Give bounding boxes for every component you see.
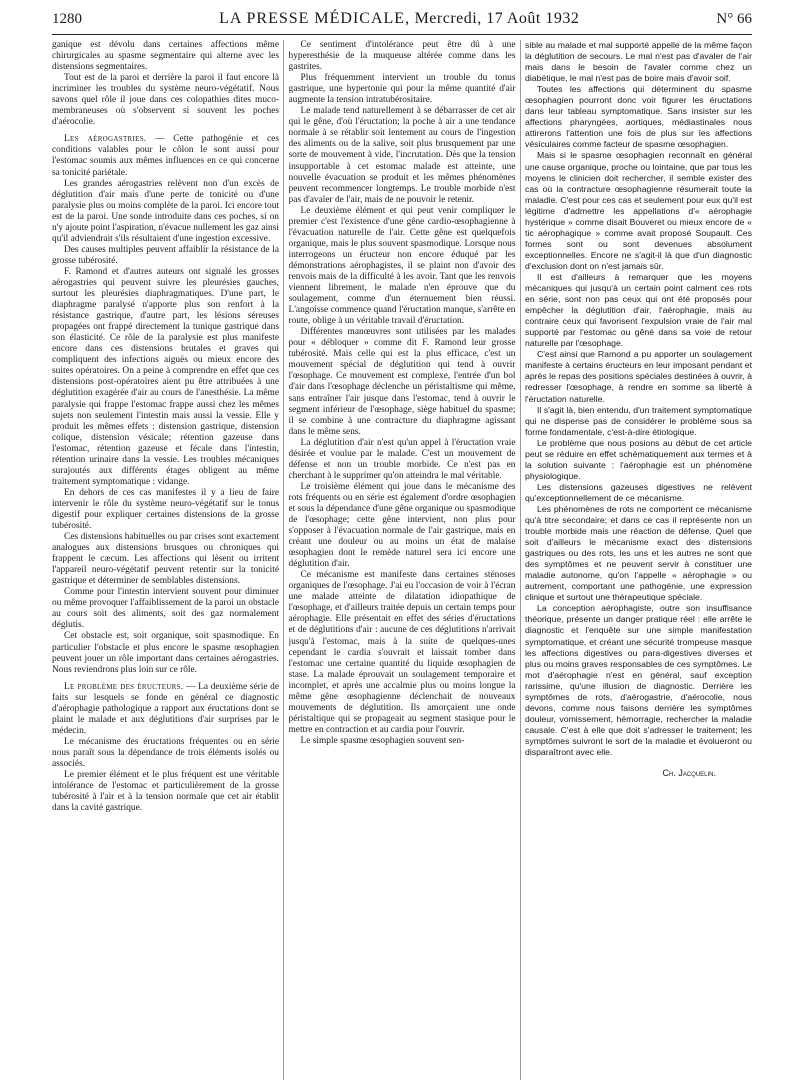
paragraph-text: Comme pour l'intestin intervient souvent pour diminuer ou même provoquer l'affaiblissement de la paroi un obstacle au cours soit des aliments, soit des gaz normalement déglutis. [52,587,279,631]
paragraph [525,405,752,438]
paragraph-text: Ce sentiment d'intolérance peut être dû à une hyperesthésie de la muqueuse altérée comme dans les gastrites. [288,40,516,73]
paragraph [52,532,279,587]
column-1 [52,40,279,1080]
section-heading: Les aérogastries. [64,134,147,145]
column-3 [525,40,752,1080]
paragraph-text: Des causes multiples peuvent affaiblir la résistance de la grosse tubérosité. [52,244,279,266]
header-rule [52,34,752,35]
issue-date: Mercredi, 17 Août 1932 [414,10,580,27]
paragraph [289,482,516,570]
paragraph-text: Cet obstacle est, soit organique, soit spasmodique. En particulier l'obstacle et plus encore le spasme œsophagien peuvent jouer un rôle important dans certaines aérogastries. Nous reviendrons plus loin sur ce rôle. [52,631,279,675]
section-heading: Le problème des éructeurs. [64,681,184,692]
paragraph [289,106,516,205]
paragraph-text: — Cette pathogénie et ces conditions valables pour le côlon le sont aussi pour l'estomac soumis aux mêmes influences en ce qui concerne sa tonicité pariétale. [52,134,279,178]
paragraph-text: Il est d'ailleurs à remarquer que les moyens mécaniques qui jusqu'à un certain point calment ces rots en série, sont non pas ceux qui ont été proposés pour empêcher la déglutition d'air, l'aérophagie, mais au contraire ceux qui favorisent l'expulsion vraie de l'air mal supporté par l'estomac ou gêné dans sa voie de retour naturelle par l'œsophage. [525,271,752,349]
article-body [52,40,752,1080]
paragraph-text: — La deuxième série de faits sur lesquels se fonde en général ce diagnostic d'aérophagie pathologique a rapport aux éructations dont se plaint le malade et aux déglutitions d'air surprises par le médecin. [52,681,279,736]
paragraph-text: Différentes manœuvres sont utilisées par les malades pour « débloquer » comme dit F. Ramond leur grosse tubérosité. Mais celle qui est la plus efficace, c'est un mouvement spécial de déglutition qui tend à ouvrir l'œsophage. Ce mouvement est complexe, l'entrée d'un bol d'air dans l'œsophage déclenche un péristaltisme qui même, sans entraîner l'air jusque dans l'estomac, tend à ouvrir le segment inférieur de l'œsophage, siège habituel du spasme; il se combine à une contracture du diaphragme agissant dans le même sens. [288,327,516,437]
paragraph [52,245,279,267]
paragraph-text: sible au malade et mal supporté appelle de la même façon la déglutition de secours. Le mal n'est pas d'avaler de l'air mais dans le besoin de l'avaler comme chez un diabétique, le mal n'est pas de boire mais d'avoir soif. [525,40,752,84]
paragraph [52,267,279,488]
paragraph [52,737,279,770]
paragraph [525,504,752,603]
paragraph-text: Le deuxième élément et qui peut venir compliquer le premier c'est l'existence d'une gêne cardio-œsophagienne à l'évacuation naturelle de l'air. Cette gêne est quelquefois organique, mais le plus souvent spasmodique. Lorsque nous interrogeons un éructeur non encore éduqué par les démonstrations aérophagistes, il se plaint non d'avoir des renvois mais de la difficulté à les avoir. Tant que les renvois viennent librement, le malade n'en éprouve que du soulagement, comme d'un éternuement bien réussi. L'angoisse commence quand l'éructation manque, s'arrête en route, oblige à un véritable travail d'éructation. [288,205,516,327]
paragraph-text: Le problème que nous posions au début de cet article peut se réduire en effet schématiquement aux termes et à la solution suivante : l'aérophagie est un phénomène physiologique. [525,437,752,481]
paragraph [289,438,516,482]
paragraph [289,736,516,747]
paragraph-text: Le mécanisme des éructations fréquentes ou en série nous paraît sous la dépendance de trois éléments isolés ou associés. [52,736,279,769]
paragraph-text: Les distensions gazeuses digestives ne relèvent qu'exceptionnellement de ce mécanisme. [525,481,752,503]
column-2 [289,40,516,1080]
paragraph [525,438,752,482]
paragraph [525,349,752,404]
paragraph-text: Plus fréquemment intervient un trouble du tonus gastrique, une hypertonie qui pour la même quantité d'air augmente la tension intratubérositaire. [288,73,516,106]
paragraph [52,770,279,814]
issue-number: N° 66 [716,11,752,27]
paragraph-text: Il s'agit là, bien entendu, d'un traitement symptomatique qui ne dispense pas de considérer le problème sous sa forme fondamentale, c'est-à-dire étiologique. [525,404,752,437]
column-divider [283,40,284,1080]
paragraph [289,73,516,106]
paragraph [52,631,279,675]
paragraph [525,603,752,758]
paragraph-text: ganique est dévolu dans certaines affections même chirurgicales au spasme segmentaire qui alterne avec les distensions segmentaires. [52,40,279,73]
paragraph [52,488,279,532]
paragraph [52,73,279,128]
paragraph-text: La déglutition d'air n'est qu'un appel à l'éructation vraie désirée et voulue par le malade. C'est un mouvement de défense et non un trouble morbide. Ce n'est pas en cherchant à le supprimer qu'on atteindra le mal véritable. [288,437,516,481]
journal-name: LA PRESSE MÉDICALE, [219,10,411,27]
paragraph [52,40,279,73]
paragraph-text: Les grandes aérogastries relèvent non d'un excès de déglutition d'air mais d'une perte de tonicité ou d'une paralysie plus ou moins complète de la paroi. Ici encore tout est de la paroi. Une sonde introduite dans ces poches, si on n'y ajoute point l'aspiration, n'évacue nullement les gaz ainsi qu'il adviendrait s'ils résultaient d'une ingestion excessive. [52,178,279,244]
paragraph-text: Le malade tend naturellement à se débarrasser de cet air qui le gêne, d'où l'éructation; la poche à air a une tendance normale à se rétablir soit lentement au cours de l'ingestion des aliments ou de la salive, soit plus brusquement par une sorte de mouvement à vide, l'incrutation. Dès que la tension insupportable à cet estomac malade est atteinte, une nouvelle évacuation se produit et les mêmes phénomènes peuvent recommencer longtemps. Le trouble morbide n'est pas d'avaler de l'air, mais de ne pouvoir le retenir. [288,106,516,205]
author-signature: Ch. Jacquelin. [662,768,716,779]
paragraph-text: Tout est de la paroi et derrière la paroi il faut encore là incriminer les troubles du système neuro-végétatif. Nous savons quel rôle il joue dans ces colopathies dites muco-membraneuses où s'observent si souvent les poches d'aérocolie. [52,73,279,128]
paragraph-text: Le premier élément et le plus fréquent est une véritable intolérance de l'estomac et particulièrement de la grosse tubérosité à l'air et à la tension normale que cet air établit dans la cavité gastrique. [52,770,279,814]
paragraph [525,150,752,272]
paragraph-text: Toutes les affections qui déterminent du spasme œsophagien pourront donc voir figurer les éructations dans leur tableau symptomatique. Sans insister sur les affections pharyngées, aortiques, médiastinales nous attirerons l'attention une fois de plus sur les affections vésiculaires comme facteur de spasme œsophagien. [525,84,752,150]
paragraph [525,272,752,349]
paragraph [289,40,516,73]
journal-title [219,10,579,28]
column-divider [520,40,521,1080]
paragraph [289,570,516,736]
page-header [52,10,752,32]
paragraph-text: En dehors de ces cas manifestes il y a lieu de faire intervenir le rôle du système neuro-végétatif sur le tonus digestif pour expliquer certaines distensions de la grosse tubérosité. [52,487,279,532]
paragraph-text: Ce mécanisme est manifeste dans certaines sténoses organiques de l'œsophage. J'ai eu l'occasion de voir à l'écran une malade atteinte de dilatation idiopathique de l'œsophage, et d'ailleurs traitée depuis un certain temps pour aérophagie. Elle présentait en effet des séries d'éructations et de déglutitions d'air : aucune de ces déglutitions n'arrivait jusqu'à l'estomac, mais à la suite de quelques-unes cependant le cardia s'ouvrait et laissait tomber dans l'estomac une certaine quantité du liquide œsophagien de stase. La malade éprouvait un soulagement temporaire et incomplet, et après une accalmie plus ou moins longue la même gêne œsophagienne déclenchait de nouveaux mouvements de déglutition. Ils amorçaient une onde péristaltique qui se propageait au segment stasique pour le mettre en contraction et au cardia pour l'ouvrir. [288,570,516,735]
paragraph [289,327,516,437]
paragraph [52,134,279,178]
paragraph-text: Ces distensions habituelles ou par crises sont exactement analogues aux distensions brusques ou chroniques qui frappent le cæcum. Les affections qui lèsent ou irritent l'appareil neuro-végétatif peuvent retentir sur la tonicité gastrique et déterminer de semblables distensions. [52,532,279,587]
paragraph [52,587,279,631]
paragraph [289,206,516,328]
paragraph-text: Les phénomènes de rots ne comportent ce mécanisme qu'à titre secondaire; et dans ce cas il représente non un trouble morbide mais une réaction de défense. Quel que soit d'ailleurs le mécanisme exact des distensions gastriques ou des rots, les uns et les autres ne sont que des symptômes et ne peuvent servir à constituer une maladie autonome, qu'on l'appelle « aérophagie » ou autrement, comportant une pathogénie, une expression clinique et surtout une thérapeutique spéciale. [525,503,752,603]
paragraph [525,40,752,84]
page-number: 1280 [52,11,82,27]
paragraph-text: Mais si le spasme œsophagien reconnaît en général une cause organique, proche ou lointaine, que par tous les moyens le clinicien doit rechercher, il semble exister des cas où la contracture œsophagienne résumerait toute la maladie. C'est pour ces cas et seulement pour eux qu'il est légitime d'admettre les appellations d'« aérophagie hystérique » comme disait Bouveret ou mieux encore de « tic aérophagique » comme avait proposé Soupault. Ces formes sont ou sont devenues absolument exceptionnelles. Encore ne s'agit-il là que d'un diagnostic d'exclusion dont on n'est jamais sûr. [525,150,752,271]
paragraph-text: Le troisième élément qui joue dans le mécanisme des rots fréquents ou en série est également d'ordre œsophagien et sous la dépendance d'une gêne organique ou spasmodique de l'œsophage; cette gêne intervient, non plus pour s'opposer à l'évacuation normale de l'air gastrique, mais en créant une douleur ou au moins un état de malaise œsophagien dont le remède naturel sera ici encore une déglutition d'air. [288,481,516,570]
paragraph [52,179,279,245]
paragraph [525,84,752,150]
paragraph-text: La conception aérophagiste, outre son insuffisance théorique, présente un danger pratique réel : elle arrête le diagnostic et l'enquête sur une simple manifestation symptomatique, et créant une sécurité trompeuse masque les affections digestives ou para-digestives diverses et plus ou moins graves responsables de ces symptômes. Le mot d'aérophagie n'est en général, sauf exception rarissime, qu'une illusion de diagnostic. Derrière les symptômes de rots, d'aérogastrie, d'aérocolie, nous devons, comme nous faisons derrière les symptômes douleur, vomissement, hémorragie, rechercher la maladie causale. C'est à elle que doit s'adresser le traitement; les symptômes suivront le sort de la maladie et évolueront ou disparaîtront avec elle. [525,603,752,757]
paragraph [525,482,752,504]
paragraph [52,682,279,737]
paragraph-text: C'est ainsi que Ramond a pu apporter un soulagement manifeste à certains éructeurs en leur imposant pendant et après le repas des positions spéciales destinées à ouvrir, à redresser l'œsophage, à rendre en somme sa liberté à l'éructation naturelle. [525,349,752,404]
paragraph-text: Le simple spasme œsophagien souvent sen- [300,735,465,746]
paragraph-text: F. Ramond et d'autres auteurs ont signalé les grosses aérogastries qui peuvent suivre les pleurésies gauches, surtout les pleurésies diaphragmatiques. D'une part, le diaphragme paralysé n'apporte plus son renfort à la résistance gastrique, d'autre part, les lésions séreuses propagées ont frappé directement la tunique gastrique dans son élasticité. Ce rôle de la paralysie est plus manifeste encore dans ces distensions brutales et graves qui compliquent des infections aiguës ou mieux encore des suites opératoires. On a peine à comprendre en effet que ces distensions post-opératoires aient pu être attribuées à une déglutition exagérée d'air au cours de l'anesthésie. La même paralysie qui frappe l'estomac frappe aussi chez les mêmes sujets non seulement l'intestin mais aussi la vessie. Elle y produit les mêmes effets : distension gastrique, distension colique, distension vésicale; rétention gazeuse dans l'estomac, rétention gazeuse et fécale dans l'intestin, rétention urinaire dans la vessie. Les troubles mécaniques surajoutés aux différents étages obligent au même traitement symptomatique : vidange. [52,266,279,487]
